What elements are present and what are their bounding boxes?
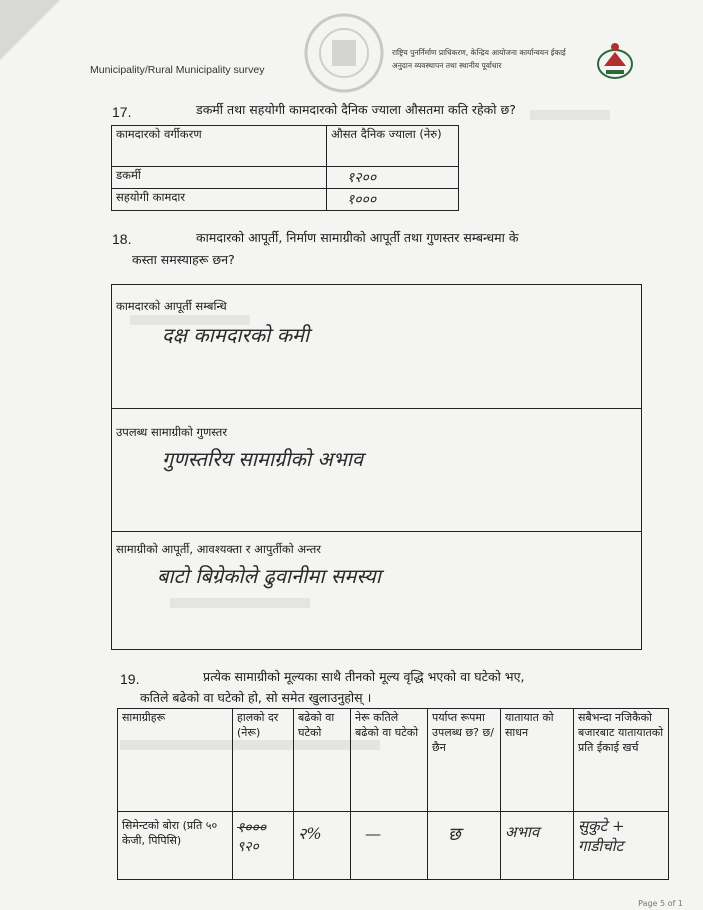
section-label: कामदारको आपूर्ती सम्बन्धि [116,299,227,313]
handwritten-answer: दक्ष कामदारको कमी [162,323,310,347]
q18-section-labour [112,285,641,409]
government-emblem-icon [596,40,634,80]
page-number: Page 5 of 1 [638,899,683,908]
handwritten-answer: गुणस्तरिय सामाग्रीको अभाव [162,447,364,471]
agency-line-1: राष्ट्रिय पुनर्निर्माण प्राधिकरण, केन्द्रिय आयोजना कार्यान्वयन ईकाई [392,48,566,57]
q19-cost [574,812,669,880]
q18-text-line1: कामदारको आपूर्ती, निर्माण सामाग्रीको आपूर्ती तथा गुणस्तर सम्बन्धमा के [196,230,519,245]
table-row [118,812,669,880]
q17-row-value: १००० [327,189,459,211]
folded-corner [0,0,60,60]
cost-line: सुकुटे + [578,817,625,835]
survey-title: Municipality/Rural Municipality survey [90,64,265,76]
agency-line-2: अनुदान व्यवस्थापन तथा स्थानीय पूर्वाधार [392,61,502,70]
table-row [112,189,459,211]
q19-table [117,708,669,880]
q19-header: यातायात को साधन [501,709,574,812]
q19-available: छ [428,812,501,880]
q17-col1-header: कामदारको वर्गीकरण [112,126,327,167]
q19-change: २% [294,812,351,880]
q17-col2-header: औसत दैनिक ज्याला (नेरु) [327,126,459,167]
q19-transport: अभाव [501,812,574,880]
agency-text [392,46,566,72]
q19-text-line2: कतिले बढेको वा घटेको हो, सो समेत खुलाउनुहोस् । [140,690,372,705]
q17-number: 17. [112,104,132,120]
section-label: सामाग्रीको आपूर्ती, आवश्यक्ता र आपुर्तीको अन्तर [116,542,321,556]
q19-number: 19. [120,671,140,687]
q17-row-value: १२०० [327,167,459,189]
q19-header: पर्याप्त रूपमा उपलब्ध छ? छ/छैन [428,709,501,812]
seal-stamp [296,10,392,96]
struck-rate: १००० [237,820,267,836]
q19-header: नेरू कतिले बढेको वा घटेको [351,709,428,812]
section-label: उपलब्ध सामाग्रीको गुणस्तर [116,425,228,439]
q18-section-quality [112,409,641,532]
q19-header: हालको दर (नेरू) [233,709,294,812]
table-row [118,709,669,812]
handwritten-answer: बाटो बिग्रेकोले ढुवानीमा समस्या [157,564,381,588]
q19-amount: — [351,812,428,880]
q19-text-line1: प्रत्येक सामाग्रीको मूल्यका साथै तीनको मूल्य वृद्धि भएको वा घटेको भए, [203,669,525,684]
cost-line: गाडीचोट [578,837,624,855]
q18-answer-box [111,284,642,650]
q18-section-supply-gap [112,532,641,648]
bleed-through [530,110,610,120]
current-rate: ९२० [237,839,259,855]
q19-header: सामाग्रीहरू [118,709,233,812]
q17-row-label: डकर्मी [112,167,327,189]
table-row [112,167,459,189]
q17-text: डकर्मी तथा सहयोगी कामदारको दैनिक ज्याला औसतमा कति रहेको छ? [196,102,516,117]
q19-material: सिमेन्टको बोरा (प्रति ५० केजी, पिपिसि) [118,812,233,880]
q18-number: 18. [112,231,132,247]
q19-header: बढेको वा घटेको [294,709,351,812]
q19-header: सबैभन्दा नजिकैको बजारबाट यातायातको प्रति ईकाई खर्च [574,709,669,812]
q17-table [111,125,459,211]
q17-row-label: सहयोगी कामदार [112,189,327,211]
table-row [112,126,459,167]
q18-text-line2: कस्ता समस्याहरू छन? [132,252,235,267]
q19-rate-cell [233,812,294,880]
